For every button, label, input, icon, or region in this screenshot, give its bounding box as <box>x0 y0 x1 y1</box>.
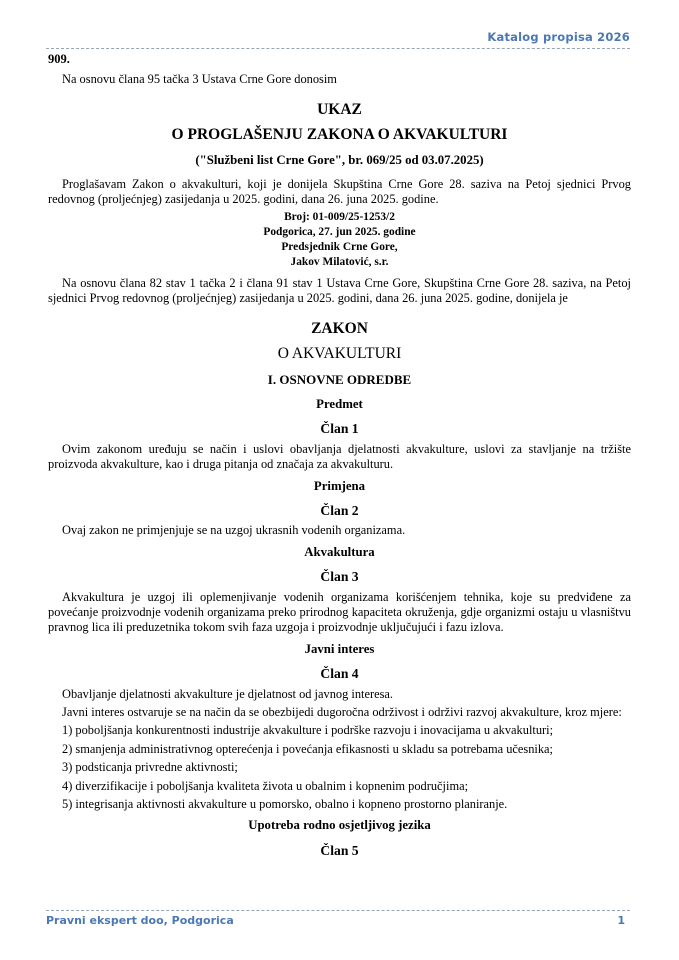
signature-name: Jakov Milatović, s.r. <box>290 255 389 268</box>
article-paragraph: Javni interes ostvaruje se na način da se obezbijedi dugoročna održivost i održivi razvoj akvakulture, kroz mjere: <box>62 704 622 719</box>
document-body <box>48 52 631 863</box>
list-item: 5) integrisanja aktivnosti akvakulture u pomorsko, obalno i kopneno prostorno planiranje. <box>62 797 508 811</box>
list-item: 3) podsticanja privredne aktivnosti; <box>62 760 238 775</box>
page-footer <box>46 910 630 931</box>
ukaz-intro: Na osnovu člana 95 tačka 3 Ustava Crne Gore donosim <box>62 72 337 87</box>
law-title: ZAKON <box>311 319 368 337</box>
article-paragraph: Akvakultura je uzgoj ili oplemenjivanje vodenih organizama korišćenjem tehnika, koje su predviđene za povećanje proizvodnje vodenih organizama preko prirodnog kapaciteta okruženja, gdje organizmi ostaju u vlasništvu pravnog lica ili preduzetnika tokom svih faza uzgoja i proizvodnje uključujući i fazu izlova. <box>48 589 631 635</box>
signature-place-date: Podgorica, 27. jun 2025. godine <box>263 225 416 238</box>
list-item: 2) smanjenja administrativnog opterećenja i povećanja efikasnosti u skladu sa potrebama učesnika; <box>62 741 553 756</box>
signature-number: Broj: 01-009/25-1253/2 <box>284 210 395 223</box>
list-item: 1) poboljšanja konkurentnosti industrije akvakulture i podrške razvoju i inovacijama u akvakulturi; <box>62 723 554 738</box>
article-subject: Akvakultura <box>304 544 375 559</box>
article-heading: Član 5 <box>320 842 359 858</box>
article-paragraph: Ovaj zakon ne primjenjuje se na uzgoj ukrasnih vodenih organizama. <box>62 523 406 538</box>
article-heading: Član 1 <box>320 421 359 437</box>
publisher-name: Pravni ekspert doo, Podgorica <box>46 914 234 927</box>
article-heading: Član 3 <box>320 569 359 585</box>
article-heading: Član 4 <box>320 666 359 682</box>
ukaz-title: UKAZ <box>317 100 362 118</box>
page-number: 1 <box>617 914 625 927</box>
law-subtitle: O AKVAKULTURI <box>277 345 402 363</box>
article-subject: Javni interes <box>304 641 375 656</box>
article-subject: Primjena <box>313 478 366 493</box>
article-paragraph: Ovim zakonom uređuju se način i uslovi obavljanja djelatnosti akvakulture, uslovi za stavljanje na tržište proizvoda akvakulture, kao i druga pitanja od značaja za akvakulturu. <box>48 441 631 472</box>
signature-role: Predsjednik Crne Gore, <box>281 240 398 253</box>
document-number: 909. <box>48 52 70 66</box>
catalog-title: Katalog propisa 2026 <box>487 30 630 44</box>
article-paragraph: Obavljanje djelatnosti akvakulture je djelatnost od javnog interesa. <box>62 686 394 701</box>
article-heading: Član 2 <box>320 502 359 518</box>
ukaz-subtitle: O PROGLAŠENJU ZAKONA O AKVAKULTURI <box>171 126 508 144</box>
proclamation-text: Proglašavam Zakon o akvakulturi, koji je donijela Skupština Crne Gore 28. saziva na Petoj sjednici Prvog redovnog (proljećnjeg) zasijedanja u 2025. godini, dana 26. juna 2025. godine. <box>48 177 631 207</box>
page-header <box>46 28 630 49</box>
gazette-reference: ("Službeni list Crne Gore", br. 069/25 od 03.07.2025) <box>195 152 484 167</box>
adoption-text: Na osnovu člana 82 stav 1 tačka 2 i člana 91 stav 1 Ustava Crne Gore, Skupština Crne Gore 28. saziva, na Petoj sjednici Prvog redovnog (proljećnjeg) zasijedanja u 2025. godini, dana 26. juna 2025. godine, donijela je <box>48 275 631 306</box>
article-subject: Predmet <box>316 396 363 411</box>
list-item: 4) diverzifikacije i poboljšanja kvaliteta života u obalnim i kopnenim područjima; <box>62 778 469 793</box>
section-title: I. OSNOVNE ODREDBE <box>267 372 412 388</box>
article-subject: Upotreba rodno osjetljivog jezika <box>248 818 431 833</box>
